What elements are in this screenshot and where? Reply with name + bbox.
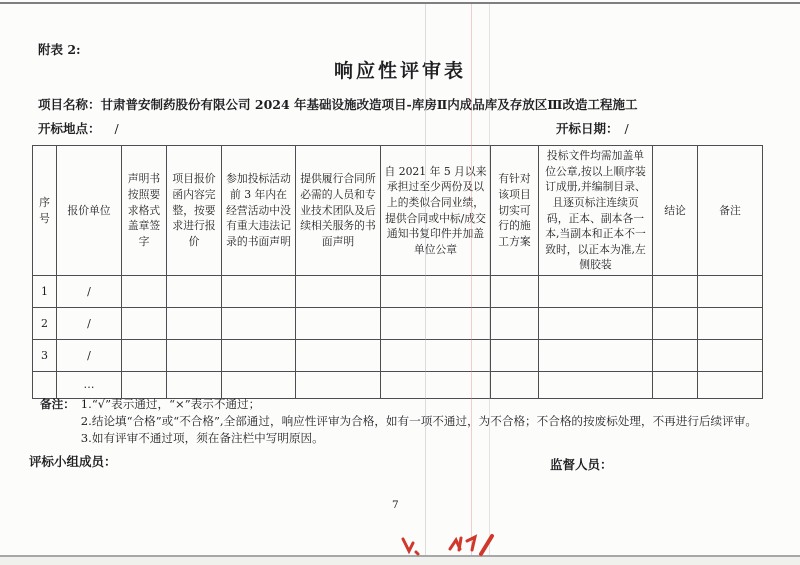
paper-top-edge xyxy=(0,2,800,4)
table-cell xyxy=(653,308,698,340)
table-cell xyxy=(539,340,653,372)
table-cell xyxy=(653,276,698,308)
table-cell xyxy=(381,372,491,399)
column-header-performance: 自 2021 年 5 月以来承担过至少两份及以上的类似合同业绩，提供合同或中标/成交通知书复印件并加盖单位公章 xyxy=(381,146,491,276)
bidder-cell: … xyxy=(57,372,122,399)
table-cell xyxy=(167,276,222,308)
table-cell xyxy=(698,308,763,340)
column-header-no-violation: 参加投标活动前 3 年内在经营活动中没有重大违法记录的书面声明 xyxy=(222,146,296,276)
open-location-label: 开标地点： xyxy=(38,121,101,136)
notes-block xyxy=(40,396,757,447)
open-date-value: / xyxy=(624,121,629,136)
note-item: 3.如有评审不通过项，须在备注栏中写明原因。 xyxy=(80,431,324,445)
column-header-conclusion: 结论 xyxy=(653,146,698,276)
table-cell xyxy=(653,372,698,399)
table-cell xyxy=(539,308,653,340)
table-row xyxy=(33,340,763,372)
page-number: 7 xyxy=(392,499,399,511)
open-location-value: / xyxy=(114,121,119,136)
project-name-line xyxy=(38,95,637,113)
table-cell xyxy=(222,276,296,308)
table-cell xyxy=(122,276,167,308)
table-cell xyxy=(381,340,491,372)
table-cell xyxy=(698,340,763,372)
annex-label: 附表 2: xyxy=(38,42,81,57)
table-cell xyxy=(296,276,381,308)
table-cell xyxy=(698,372,763,399)
table-cell xyxy=(222,340,296,372)
serial-cell: 2 xyxy=(33,308,57,340)
serial-cell: 3 xyxy=(33,340,57,372)
column-header-personnel: 提供履行合同所必需的人员和专业技术团队及后续相关服务的书面声明 xyxy=(296,146,381,276)
serial-cell: 1 xyxy=(33,276,57,308)
table-row xyxy=(33,308,763,340)
table-cell xyxy=(222,372,296,399)
column-header-declaration: 声明书按照要求格式盖章签字 xyxy=(122,146,167,276)
table-cell xyxy=(296,340,381,372)
notes-items xyxy=(81,396,757,447)
column-header-binding: 投标文件均需加盖单位公章,按以上顺序装订成册,并编制目录、且逐页标注连续页码，正本、副本各一本,当副本和正本不一致时，以正本为准,左侧胶装 xyxy=(539,146,653,276)
table-cell xyxy=(122,308,167,340)
table-cell xyxy=(296,308,381,340)
table-cell xyxy=(491,276,539,308)
project-name-label: 项目名称： xyxy=(38,97,101,112)
note-item: 1.“√”表示通过，“×”表示不通过； xyxy=(80,397,261,411)
bidder-cell: / xyxy=(57,276,122,308)
red-stamp-fragment xyxy=(395,533,510,561)
supervisor-label: 监督人员： xyxy=(550,457,613,472)
table-row xyxy=(33,372,763,399)
notes-label: 备注： xyxy=(40,397,75,411)
open-location-line xyxy=(38,119,119,137)
column-header-bidder: 报价单位 xyxy=(57,146,122,276)
table-cell xyxy=(167,372,222,399)
note-item: 2.结论填“合格”或“不合格”,全部通过，响应性评审为合格，如有一项不通过，为不合格；不合格的按废标处理，不再进行后续评审。 xyxy=(80,414,757,428)
open-date-line xyxy=(556,119,629,137)
column-header-remark: 备注 xyxy=(698,146,763,276)
table-cell xyxy=(122,340,167,372)
table-cell xyxy=(167,340,222,372)
table-cell xyxy=(122,372,167,399)
open-date-label: 开标日期： xyxy=(556,121,619,136)
table-cell xyxy=(539,372,653,399)
table-row xyxy=(33,276,763,308)
table-header-row xyxy=(33,146,763,276)
table-cell xyxy=(653,340,698,372)
table-cell xyxy=(222,308,296,340)
serial-cell xyxy=(33,372,57,399)
red-stamp-marks-svg xyxy=(395,533,510,557)
responsiveness-review-table xyxy=(32,145,763,399)
table-cell xyxy=(167,308,222,340)
column-header-serial: 序号 xyxy=(33,146,57,276)
project-name-value: 甘肃普安制药股份有限公司 2024 年基础设施改造项目-库房Ⅱ内成品库及存放区Ⅲ改造工程施工 xyxy=(100,97,638,112)
table-cell xyxy=(539,276,653,308)
column-header-plan: 有针对该项目切实可行的施工方案 xyxy=(491,146,539,276)
table-cell xyxy=(296,372,381,399)
table-cell xyxy=(491,372,539,399)
table-cell xyxy=(698,276,763,308)
table-cell xyxy=(381,308,491,340)
page-title: 响应性评审表 xyxy=(333,60,466,82)
bidder-cell: / xyxy=(57,308,122,340)
table-cell xyxy=(491,340,539,372)
table-cell xyxy=(381,276,491,308)
column-header-quotation: 项目报价函内容完整，按要求进行报价 xyxy=(167,146,222,276)
evaluation-team-label: 评标小组成员： xyxy=(29,454,117,469)
table-cell xyxy=(491,308,539,340)
bidder-cell: / xyxy=(57,340,122,372)
